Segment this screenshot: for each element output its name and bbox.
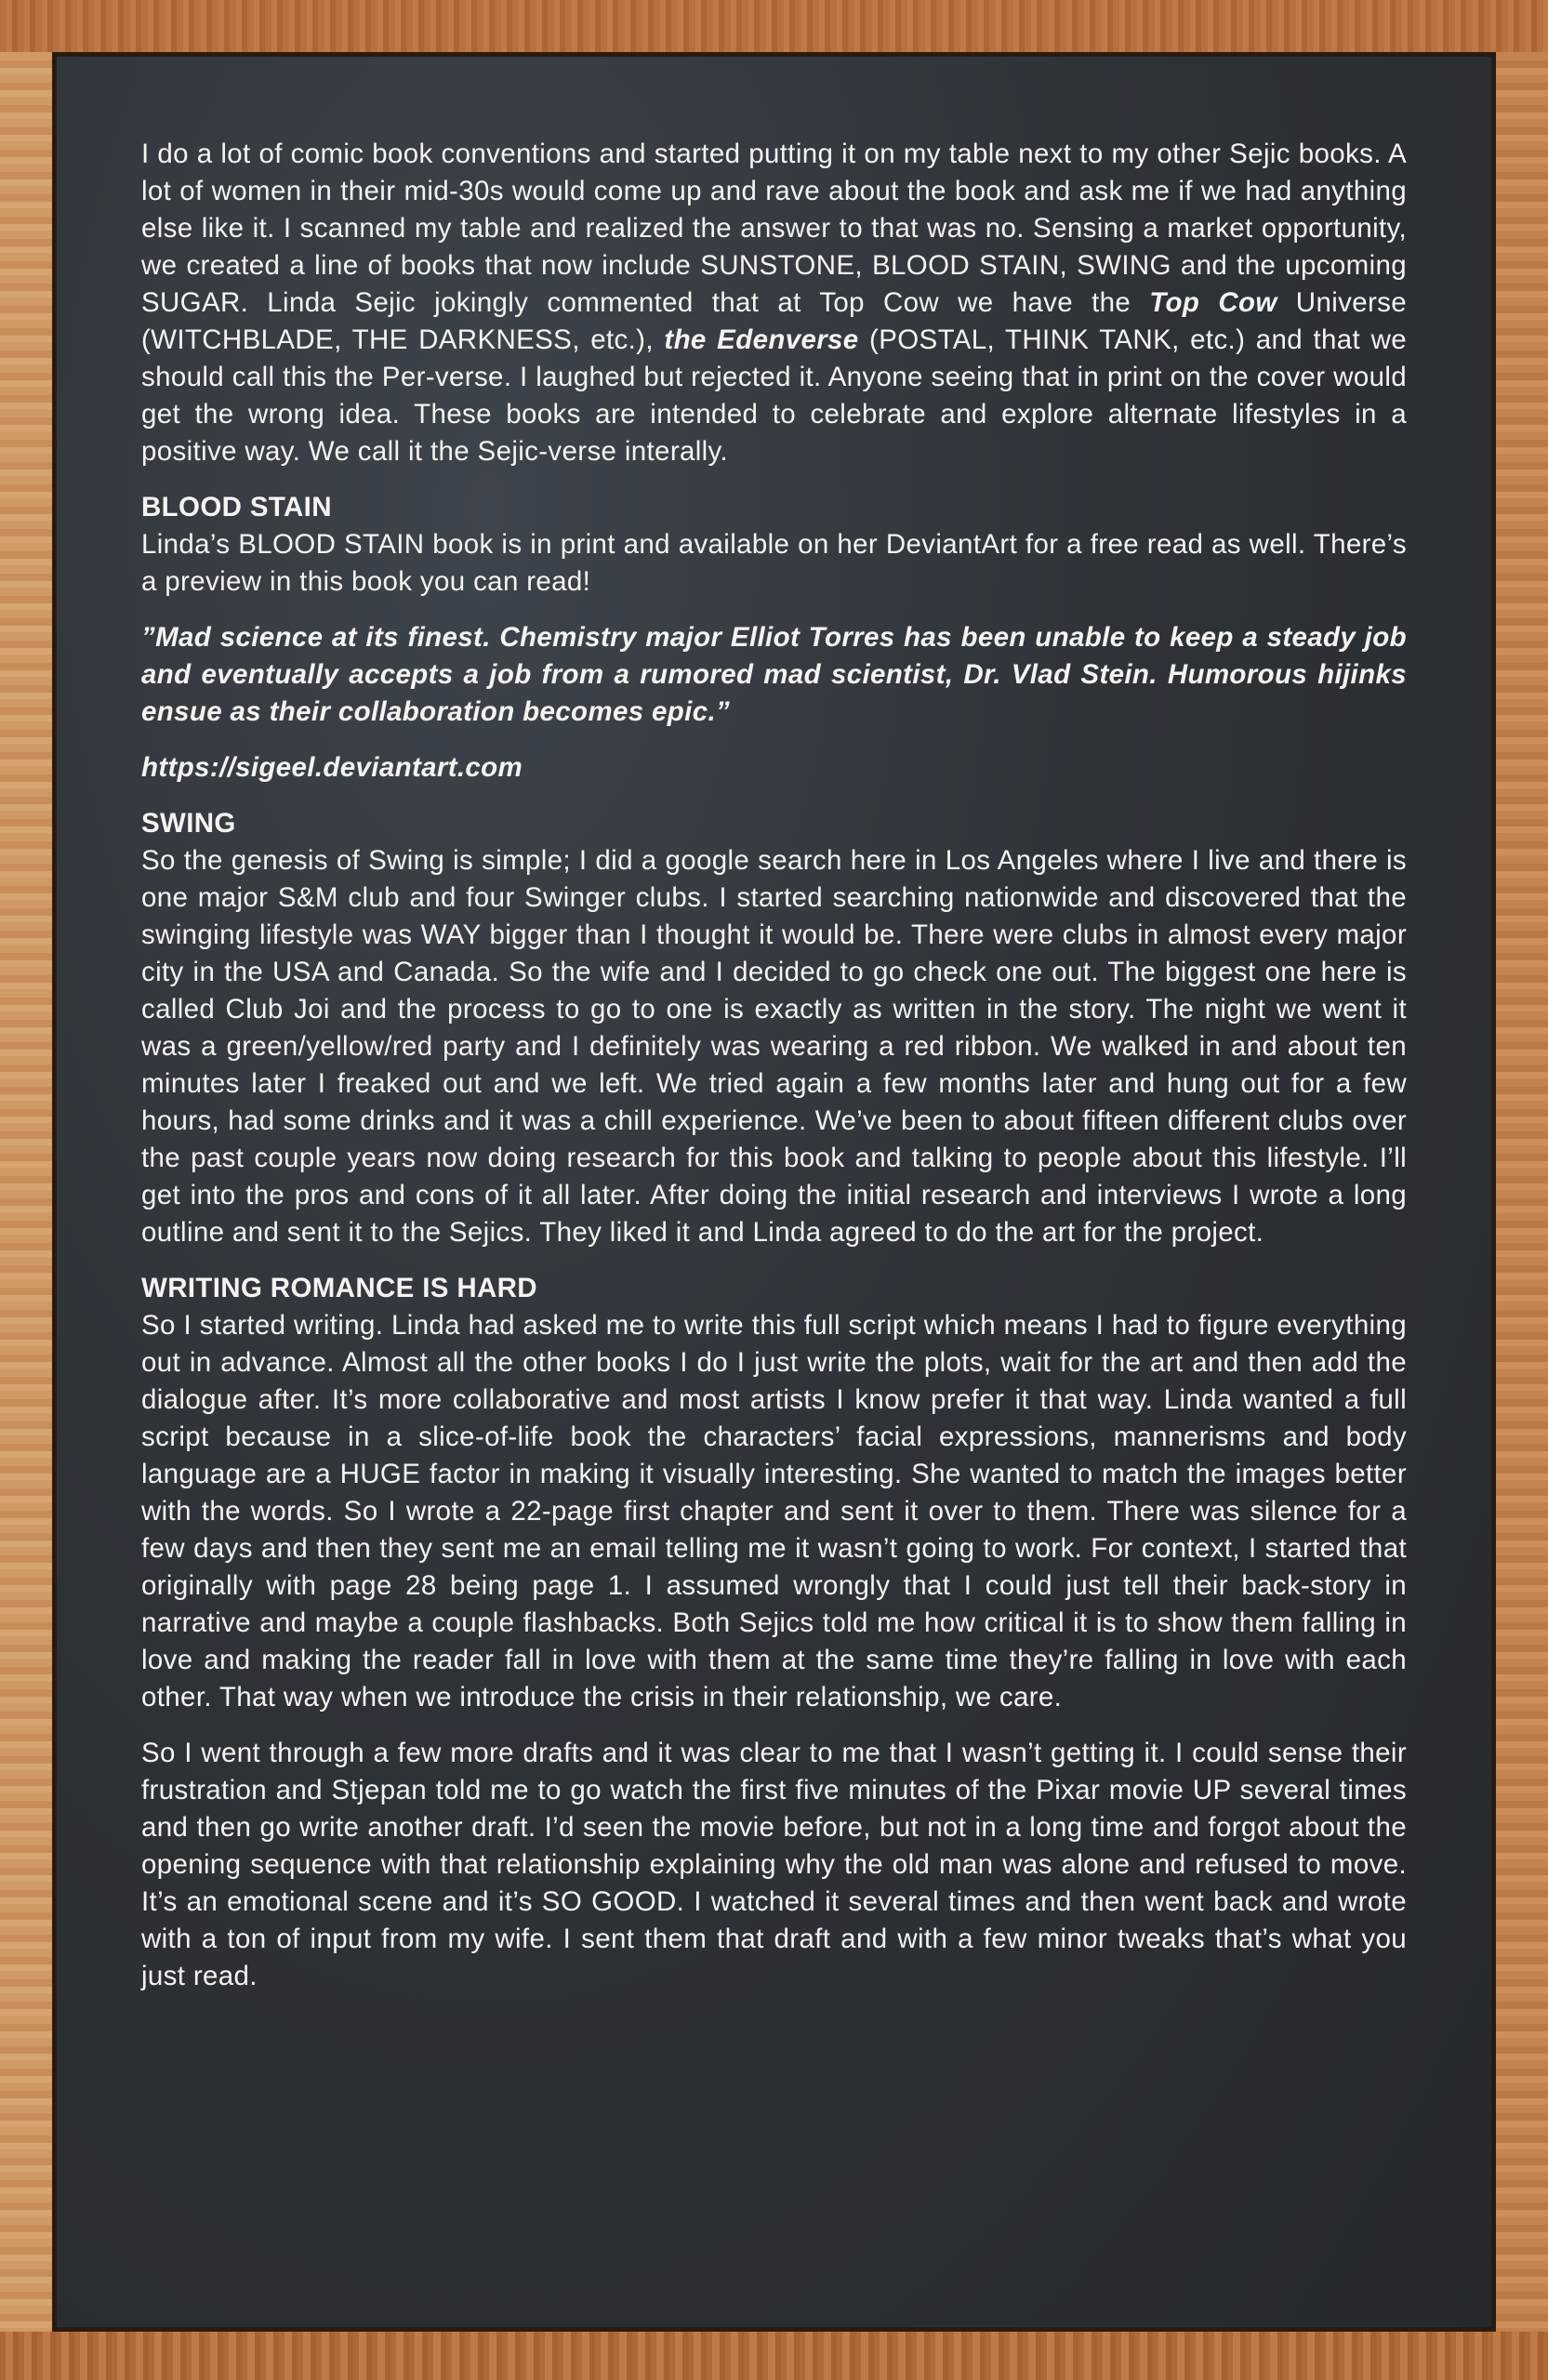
intro-paragraph xyxy=(141,136,1407,470)
romance-paragraph-1: So I started writing. Linda had asked me to write this full script which means I had to figure everything out in advance. Almost all the other books I do I just write the plots, wait for the art and then add the dialogue after. It’s more collaborative and most artists I know prefer it that way. Linda wanted a full script because in a slice-of-life book the characters’ facial expressions, mannerisms and body language are a HUGE factor in making it visually interesting. She wanted to match the images better with the words. So I wrote a 22-page first chapter and sent it over to them. There was silence for a few days and then they sent me an email telling me it wasn’t going to work. For context, I started that originally with page 28 being page 1. I assumed wrongly that I could just tell their back-story in narrative and maybe a couple flashbacks. Both Sejics told me how critical it is to show them falling in love and making the reader fall in love with them at the same time they’re falling in love with each other. That way when we introduce the crisis in their relationship, we care. xyxy=(141,1310,1407,1712)
blood-stain-quote: ”Mad science at its finest. Chemistry major Elliot Torres has been unable to keep a steady job and eventually accepts a job from a rumored mad scientist, Dr. Vlad Stein. Humorous hijinks ensue as their collaboration becomes epic.” xyxy=(141,622,1407,727)
emphasis-edenverse: the Edenverse xyxy=(664,324,859,355)
intro-text: I do a lot of comic book conventions and started putting it on my table next to my other Sejic books. A lot of women in their mid-30s would come up and rave about the book and ask me if we had anything else like it. I scanned my table and realized the answer to that was no. Sensing a market opportunity, we created a line of books that now include SUNSTONE, BLOOD STAIN, SWING and the upcoming SUGAR. Linda Sejic jokingly commented that at Top Cow we have the xyxy=(141,139,1407,318)
blood-stain-paragraph: Linda’s BLOOD STAIN book is in print and available on her DeviantArt for a free read as well. There’s a preview in this book you can read! xyxy=(141,529,1407,597)
section-heading-swing: SWING xyxy=(141,808,236,839)
intro-text: Universe (WITCHBLADE, THE DARKNESS, etc.), xyxy=(141,287,1407,355)
swing-paragraph: So the genesis of Swing is simple; I did a google search here in Los Angeles where I live and there is one major S&M club and four Swinger clubs. I started searching nationwide and discovered that the swinging lifestyle was WAY bigger than I thought it would be. There were clubs in almost every major city in the USA and Canada. So the wife and I decided to go check one out. The biggest one here is called Club Joi and the process to go to one is exactly as written in the story. The night we went it was a green/yellow/red party and I definitely was wearing a red ribbon. We walked in and about ten minutes later I freaked out and we left. We tried again a few months later and hung out for a few hours, had some drinks and it was a chill experience. We’ve been to about fifteen different clubs over the past couple years now doing research for this book and talking to people about this lifestyle. I’ll get into the pros and cons of it all later. After doing the initial research and interviews I wrote a long outline and sent it to the Sejics. They liked it and Linda agreed to do the art for the project. xyxy=(141,845,1407,1248)
article-body xyxy=(141,136,1407,2014)
section-heading-blood-stain: BLOOD STAIN xyxy=(141,492,332,522)
wood-frame-left xyxy=(0,52,52,2332)
wood-frame-top xyxy=(0,0,1548,52)
deviantart-url: https://sigeel.deviantart.com xyxy=(141,752,523,783)
wood-frame-right xyxy=(1496,52,1548,2332)
wood-frame-bottom xyxy=(0,2332,1548,2380)
romance-paragraph-2: So I went through a few more drafts and it was clear to me that I wasn’t getting it. I could sense their frustration and Stjepan told me to go watch the first five minutes of the Pixar movie UP several times and then go write another draft. I’d seen the movie before, but not in a long time and forgot about the opening sequence with that relationship explaining why the old man was alone and refused to move. It’s an emotional scene and it’s SO GOOD. I watched it several times and then went back and wrote with a ton of input from my wife. I sent them that draft and with a few minor tweaks that’s what you just read. xyxy=(141,1738,1407,1991)
section-heading-writing-romance: WRITING ROMANCE IS HARD xyxy=(141,1273,537,1303)
intro-text: (POSTAL, THINK TANK, etc.) and that we should call this the Per-verse. I laughed but rejected it. Anyone seeing that in print on the cover would get the wrong idea. These books are intended to celebrate and explore alternate lifestyles in a positive way. We call it the Sejic-verse interally. xyxy=(141,324,1407,467)
emphasis-top-cow: Top Cow xyxy=(1149,287,1277,318)
